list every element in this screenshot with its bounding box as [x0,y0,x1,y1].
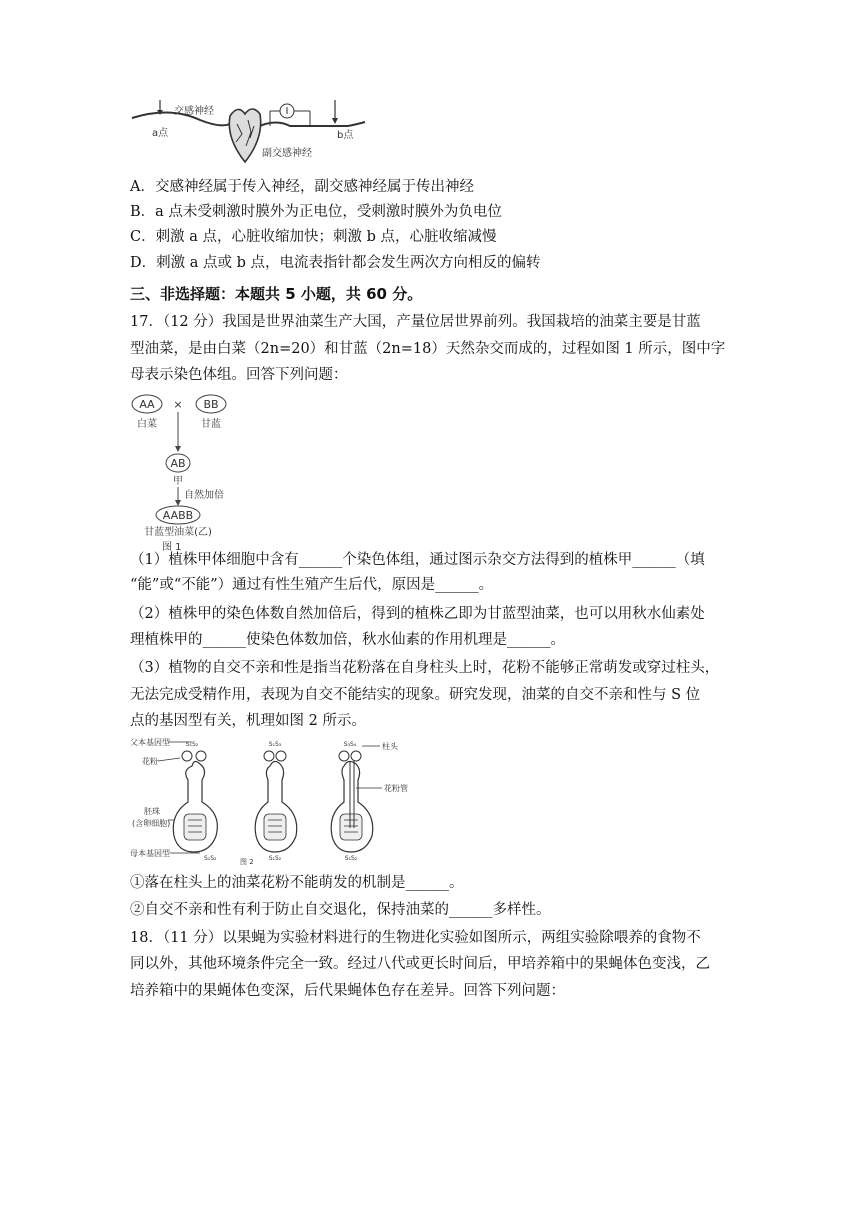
genotype-bot-3: S₁S₂ [344,855,358,862]
q17-intro-line: 母表示染色体组。回答下列问题： [130,367,348,383]
q17-sub3-line: （3）植物的自交不亲和性是指当花粉落在自身柱头上时，花粉不能够正常萌发或穿过柱头， [130,660,720,676]
option-c: C．刺激 a 点，心脏收缩加快；刺激 b 点，心脏收缩减慢 [130,229,497,245]
q17-circ2: ②自交不亲和性有利于防止自交退化，保持油菜的______多样性。 [130,902,551,918]
label-father-genotype: 父本基因型 [130,738,170,747]
label-doubling: 自然加倍 [184,490,224,501]
label-sympathetic: 交感神经 [174,106,214,117]
svg-text:AA: AA [139,398,155,411]
label-jia: 甲 [173,476,183,487]
label-ganlan: 甘蓝 [201,419,221,430]
q17-intro-line: 17．（12 分）我国是世界油菜生产大国，产量位居世界前列。我国栽培的油菜主要是甘蓝 [130,314,701,330]
label-point-a: a点 [152,128,169,139]
genotype-bot-2: S₁S₂ [268,855,282,862]
svg-text:BB: BB [203,398,219,411]
q17-sub3-line: 点的基因型有关，机理如图 2 所示。 [130,713,366,729]
label-ovule: 胚珠 [144,807,160,816]
label-yi: 甘蓝型油菜(乙) [144,527,212,538]
q17-sub1-line: “能”或“不能”）通过有性生殖产生后代，原因是______。 [130,577,494,593]
option-a: A．交感神经属于传入神经，副交感神经属于传出神经 [130,179,474,195]
figure-2 [130,736,430,866]
q17-sub2-line: 理植株甲的______使染色体数加倍，秋水仙素的作用机理是______。 [130,632,565,648]
genotype-bot-1: S₁S₂ [204,855,217,862]
q18-line: 同以外，其他环境条件完全一致。经过八代或更长时间后，甲培养箱中的果蝇体色变浅，乙 [130,956,710,972]
label-baicai: 白菜 [137,419,157,430]
genotype-top-3: S₃S₄ [343,741,357,748]
option-d: D．刺激 a 点或 b 点，电流表指针都会发生两次方向相反的偏转 [130,255,541,271]
q18-line: 18．（11 分）以果蝇为实验材料进行的生物进化实验如图所示，两组实验除喂养的食物不 [130,930,701,946]
q17-sub3-line: 无法完成受精作用，表现为自交不能结实的现象。研究发现，油菜的自交不亲和性与 S 位 [130,687,701,703]
svg-text:AABB: AABB [162,509,194,522]
label-pollen-tube: 花粉管 [384,784,408,793]
pistil-2 [255,751,297,852]
figure-1-caption: 图 1 [162,542,182,553]
genotype-top-2: S₁S₃ [268,741,282,748]
figure-1 [130,392,240,542]
section-heading: 三、非选择题：本题共 5 小题，共 60 分。 [130,285,423,303]
q17-sub1-line: （1）植株甲体细胞中含有______个染色体组，通过图示杂交方法得到的植株甲______（填 [130,552,705,568]
label-ovule-2: (含卵细胞) [132,819,171,828]
genotype-top-1: S₁S₂ [185,741,199,748]
nerve-heart-figure [130,98,370,168]
label-parasympathetic: 副交感神经 [262,148,312,159]
label-mother-genotype: 母本基因型 [130,849,170,858]
label-stigma: 柱头 [382,742,398,751]
figure-2-caption: 图 2 [240,858,254,866]
label-pollen: 花粉 [142,757,158,766]
pistil-1 [173,751,217,852]
label-point-b: b点 [337,130,354,141]
q17-sub2-line: （2）植株甲的染色体数自然加倍后，得到的植株乙即为甘蓝型油菜，也可以用秋水仙素处 [130,606,705,622]
cross-symbol: × [173,398,183,411]
q18-line: 培养箱中的果蝇体色变深，后代果蝇体色存在差异。回答下列问题： [130,983,565,999]
svg-text:AB: AB [170,457,186,470]
q17-intro-line: 型油菜，是由白菜（2n=20）和甘蓝（2n=18）天然杂交而成的，过程如图 1 所示，图中字 [130,341,726,357]
pistil-3 [331,751,373,852]
q17-circ1: ①落在柱头上的油菜花粉不能萌发的机制是______。 [130,875,464,891]
heart-shape [229,109,260,162]
option-b: B．a 点未受刺激时膜外为正电位，受刺激时膜外为负电位 [130,204,502,220]
